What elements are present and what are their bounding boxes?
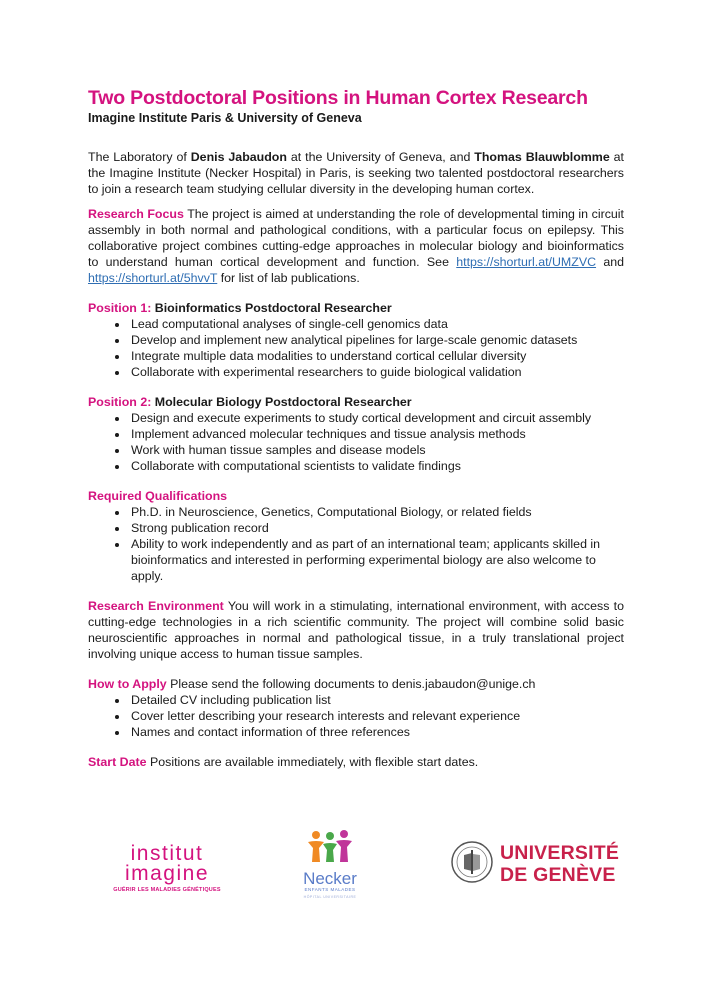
institut-imagine-logo: [112, 844, 222, 906]
list-item: • Lead computational analyses of single-cell genomics data: [129, 316, 624, 332]
imagine-logo-line2: imagine: [124, 862, 210, 885]
list-item: • Ability to work independently and as part of an international team; applicants skilled in bioinformatics and interested in performing experimental biology are also welcome to apply.: [129, 536, 624, 584]
list-item: • Names and contact information of three references: [129, 724, 624, 740]
list-item: • Work with human tissue samples and disease models: [129, 442, 624, 458]
list-item: • Cover letter describing your research interests and relevant experience: [129, 708, 624, 724]
page-subtitle: Imagine Institute Paris & University of Geneva: [88, 111, 362, 125]
position-2-heading: [88, 394, 624, 410]
list-item: • Collaborate with computational scientists to validate findings: [129, 458, 624, 474]
position-1-title: Bioinformatics Postdoctoral Researcher: [151, 301, 392, 315]
list-item: • Ph.D. in Neuroscience, Genetics, Computational Biology, or related fields: [129, 504, 624, 520]
position-2-label: Position 2:: [88, 395, 152, 409]
intro-text-1: The Laboratory of: [88, 150, 191, 164]
list-item: • Design and execute experiments to study cortical development and circuit assembly: [129, 410, 624, 426]
qualifications-section: [88, 488, 624, 584]
intro-text-2: at the University of Geneva, and: [286, 150, 475, 164]
list-item: • Detailed CV including publication list: [129, 692, 624, 708]
unige-seal-icon: [450, 840, 494, 884]
research-focus-label: Research Focus: [88, 207, 184, 221]
apply-heading: [88, 676, 624, 692]
imagine-logo-tagline: GUÉRIR LES MALADIES GÉNÉTIQUES: [113, 887, 221, 893]
unige-logo-line2: DE GENÈVE: [500, 864, 616, 886]
apply-section: [88, 676, 624, 740]
position-1-heading: [88, 300, 624, 316]
posting-content: [88, 86, 624, 770]
unige-logo-text: [500, 842, 619, 886]
necker-logo-name: Necker: [303, 869, 357, 888]
research-focus-text: The project is aimed at understanding the role of developmental timing in circuit assembly in both normal and pathological conditions, with a particular focus on epilepsy. This collaborative project combines cutting-edge approaches in molecular biology and bioinformatics to understand human cortical development and function. See: [88, 207, 624, 269]
list-item: • Strong publication record: [129, 520, 624, 536]
necker-figures-icon: [290, 828, 370, 866]
environment-text: You will work in a stimulating, international environment, with access to cutting-edge technologies in a rich scientific community. The project will combine solid basic neuroscientific approaches in normal and pathological tissue, in a truly translational project involving unique access to human tissue samples.: [88, 599, 625, 661]
apply-label: How to Apply: [88, 677, 167, 691]
imagine-logo-line1: institut: [130, 842, 204, 865]
research-focus-paragraph: [88, 206, 624, 286]
necker-logo-subtitle-2: HÔPITAL UNIVERSITAIRE: [303, 895, 357, 899]
apply-text: Please send the following documents to denis.jabaudon@unige.ch: [166, 677, 536, 691]
qualifications-label: Required Qualifications: [88, 489, 228, 503]
apply-list: [88, 692, 624, 740]
necker-logo-subtitle: ENFANTS MALADES: [304, 887, 356, 892]
list-item: • Integrate multiple data modalities to understand cortical cellular diversity: [129, 348, 624, 364]
qualifications-heading: [88, 488, 624, 504]
position-2-section: [88, 394, 624, 474]
universite-de-geneve-logo: [450, 840, 620, 890]
publications-link-1[interactable]: https://shorturl.at/UMZVC: [456, 255, 597, 269]
start-date-text: Positions are available immediately, with flexible start dates.: [146, 755, 479, 769]
start-date-paragraph: [88, 754, 624, 770]
position-2-list: [88, 410, 624, 474]
logo-footer: [0, 820, 707, 910]
necker-hospital-logo: [290, 828, 370, 904]
research-focus-tail: for list of lab publications.: [217, 271, 360, 285]
list-item: • Implement advanced molecular techniques and tissue analysis methods: [129, 426, 624, 442]
intro-paragraph: [88, 149, 624, 197]
position-1-label: Position 1:: [88, 301, 152, 315]
unige-logo-line1: UNIVERSITÉ: [500, 842, 620, 864]
environment-paragraph: [88, 598, 624, 662]
qualifications-list: [88, 504, 624, 584]
position-1-section: [88, 300, 624, 380]
pi-name-jabaudon: Denis Jabaudon: [190, 150, 287, 164]
publications-link-2[interactable]: https://shorturl.at/5hvvT: [88, 271, 218, 285]
research-focus-and: and: [596, 255, 624, 269]
list-item: • Collaborate with experimental researchers to guide biological validation: [129, 364, 624, 380]
pi-name-blauwblomme: Thomas Blauwblomme: [474, 150, 610, 164]
page-title: Two Postdoctoral Positions in Human Cortex Research: [88, 87, 588, 109]
intro-text-3: at the Imagine Institute (Necker Hospital) in Paris, is seeking two talented postdoctoral researchers to join a research team studying cellular diversity in the developing human cortex.: [88, 150, 624, 196]
start-date-label: Start Date: [88, 755, 147, 769]
position-2-title: Molecular Biology Postdoctoral Researcher: [151, 395, 412, 409]
list-item: • Develop and implement new analytical pipelines for large-scale genomic datasets: [129, 332, 624, 348]
environment-label: Research Environment: [88, 599, 224, 613]
position-1-list: [88, 316, 624, 380]
